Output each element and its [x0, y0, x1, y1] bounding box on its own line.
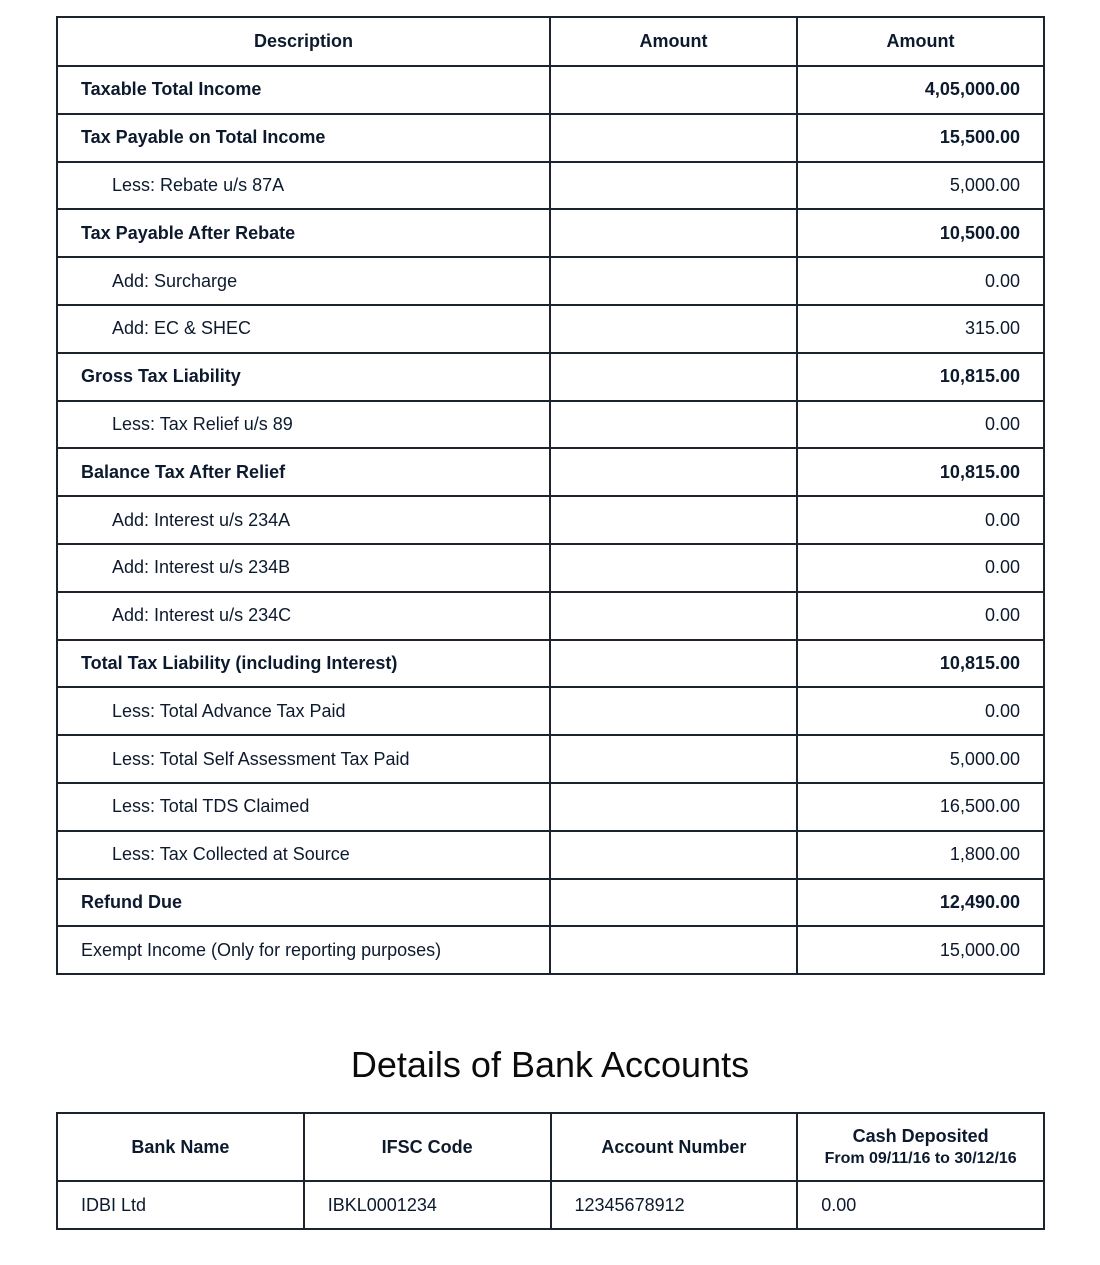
column-header-cash-deposited [797, 1113, 1044, 1181]
tax-computation-table [56, 16, 1045, 975]
row-description: Less: Tax Relief u/s 89 [57, 401, 550, 449]
table-row [57, 401, 1044, 449]
row-description: Add: Interest u/s 234B [57, 544, 550, 592]
row-description: Less: Total Advance Tax Paid [57, 687, 550, 735]
table-row [57, 162, 1044, 210]
bank-table-body [57, 1181, 1044, 1229]
table-row [57, 66, 1044, 114]
table-row [57, 544, 1044, 592]
row-description: Balance Tax After Relief [57, 448, 550, 496]
row-amount [550, 209, 797, 257]
row-amount-total: 0.00 [797, 687, 1044, 735]
row-amount-total: 12,490.00 [797, 879, 1044, 927]
row-amount [550, 640, 797, 688]
table-row [57, 1181, 1044, 1229]
row-amount-total: 0.00 [797, 544, 1044, 592]
table-row [57, 831, 1044, 879]
bank-name-cell: IDBI Ltd [57, 1181, 304, 1229]
row-amount [550, 66, 797, 114]
row-amount-total: 15,500.00 [797, 114, 1044, 162]
table-row [57, 926, 1044, 974]
bank-section-title: Details of Bank Accounts [350, 1044, 750, 1085]
table-row [57, 640, 1044, 688]
table-row [57, 114, 1044, 162]
row-amount [550, 114, 797, 162]
row-amount-total: 4,05,000.00 [797, 66, 1044, 114]
row-amount [550, 544, 797, 592]
table-row [57, 353, 1044, 401]
row-amount-total: 16,500.00 [797, 783, 1044, 831]
row-amount [550, 735, 797, 783]
row-description: Add: Interest u/s 234A [57, 496, 550, 544]
row-description: Less: Total Self Assessment Tax Paid [57, 735, 550, 783]
row-amount [550, 257, 797, 305]
table-row [57, 735, 1044, 783]
row-description: Exempt Income (Only for reporting purposes) [57, 926, 550, 974]
row-amount [550, 879, 797, 927]
row-amount-total: 1,800.00 [797, 831, 1044, 879]
row-description: Tax Payable After Rebate [57, 209, 550, 257]
row-amount-total: 10,815.00 [797, 353, 1044, 401]
row-amount-total: 0.00 [797, 496, 1044, 544]
row-amount [550, 401, 797, 449]
row-amount-total: 10,500.00 [797, 209, 1044, 257]
row-amount [550, 926, 797, 974]
row-amount [550, 831, 797, 879]
row-amount [550, 162, 797, 210]
row-description: Tax Payable on Total Income [57, 114, 550, 162]
table-row [57, 687, 1044, 735]
table-row [57, 783, 1044, 831]
row-amount-total: 315.00 [797, 305, 1044, 353]
column-header-ifsc-code: IFSC Code [304, 1113, 551, 1181]
row-amount-total: 5,000.00 [797, 735, 1044, 783]
column-header-amount: Amount [550, 17, 797, 66]
row-description: Gross Tax Liability [57, 353, 550, 401]
table-row [57, 305, 1044, 353]
row-description: Refund Due [57, 879, 550, 927]
row-amount [550, 592, 797, 640]
column-header-amount-total: Amount [797, 17, 1044, 66]
row-description: Add: Surcharge [57, 257, 550, 305]
table-row [57, 209, 1044, 257]
bank-table-header-row [57, 1113, 1044, 1181]
cash-deposited-label: Cash Deposited [852, 1126, 989, 1146]
table-row [57, 496, 1044, 544]
row-amount-total: 0.00 [797, 257, 1044, 305]
ifsc-code-cell: IBKL0001234 [304, 1181, 551, 1229]
row-description: Taxable Total Income [57, 66, 550, 114]
row-amount [550, 496, 797, 544]
row-description: Add: EC & SHEC [57, 305, 550, 353]
row-amount-total: 15,000.00 [797, 926, 1044, 974]
bank-accounts-table [56, 1112, 1045, 1230]
row-description: Add: Interest u/s 234C [57, 592, 550, 640]
row-description: Less: Rebate u/s 87A [57, 162, 550, 210]
table-row [57, 448, 1044, 496]
table-row [57, 879, 1044, 927]
row-amount-total: 5,000.00 [797, 162, 1044, 210]
column-header-description: Description [57, 17, 550, 66]
row-amount-total: 10,815.00 [797, 448, 1044, 496]
row-amount [550, 353, 797, 401]
column-header-bank-name: Bank Name [57, 1113, 304, 1181]
row-description: Less: Tax Collected at Source [57, 831, 550, 879]
row-amount-total: 0.00 [797, 401, 1044, 449]
cash-deposited-cell: 0.00 [797, 1181, 1044, 1229]
row-amount-total: 0.00 [797, 592, 1044, 640]
table-row [57, 257, 1044, 305]
account-number-cell: 12345678912 [551, 1181, 798, 1229]
tax-table-body [57, 66, 1044, 974]
table-row [57, 592, 1044, 640]
row-description: Less: Total TDS Claimed [57, 783, 550, 831]
tax-table-header-row [57, 17, 1044, 66]
row-amount-total: 10,815.00 [797, 640, 1044, 688]
row-amount [550, 305, 797, 353]
row-description: Total Tax Liability (including Interest) [57, 640, 550, 688]
row-amount [550, 783, 797, 831]
row-amount [550, 687, 797, 735]
row-amount [550, 448, 797, 496]
cash-deposited-period: From 09/11/16 to 30/12/16 [824, 1150, 1017, 1167]
column-header-account-number: Account Number [551, 1113, 798, 1181]
